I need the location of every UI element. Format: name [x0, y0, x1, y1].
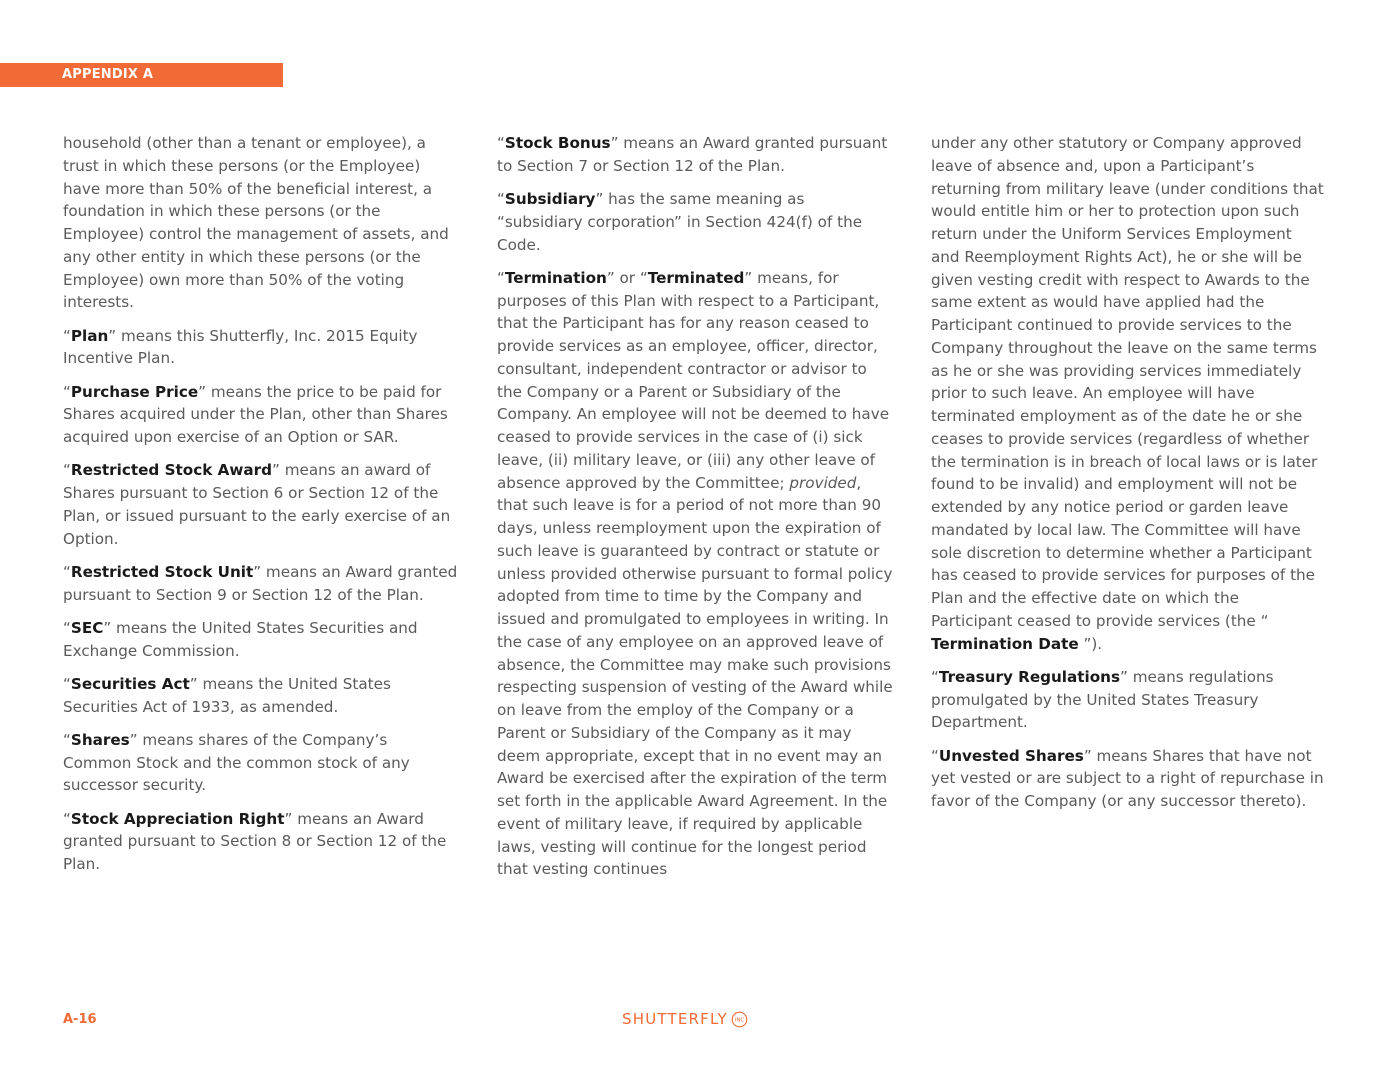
- paragraph-text: , that such leave is for a period of not more than 90 days, unless reemployment upon the expiration of such leave is guaranteed by contract or statute or unless provided otherwise pursuant to formal policy adopted from time to time by the Company and issued and promulgated to employees in writing. In the case of any employee on an approved leave of absence, the Committee may make such provisions respecting suspension of vesting of the Award while on leave from the employ of the Company or a Parent or Subsidiary of the Company as it may deem appropriate, except that in no event may an Award be exercised after the expiration of the term set forth in the applicable Award Agreement. In the event of military leave, if required by applicable laws, vesting will continue for the longest period that vesting continues: [497, 473, 893, 879]
- defined-term: Stock Appreciation Right: [70, 809, 285, 828]
- defined-term: Termination: [504, 268, 607, 287]
- paragraph-text: “: [497, 268, 505, 287]
- defined-term: Termination Date: [931, 634, 1079, 653]
- definition-paragraph: [497, 267, 893, 881]
- paragraph-text: “: [63, 809, 71, 828]
- defined-term: Terminated: [647, 268, 745, 287]
- paragraph-text: ” means an award of Shares pursuant to Section 6 or Section 12 of the Plan, or issued pursuant to the early exercise of an Option.: [63, 461, 451, 548]
- appendix-header-bar: [0, 63, 283, 87]
- defined-term: Stock Bonus: [504, 134, 611, 152]
- defined-term: Purchase Price: [70, 382, 199, 401]
- paragraph-text: ”).: [1078, 634, 1103, 653]
- definition-paragraph: [497, 188, 893, 256]
- paragraph-text: ” means this Shutterfly, Inc. 2015 Equity Incentive Plan.: [63, 326, 418, 368]
- paragraph-text: household (other than a tenant or employee), a trust in which these persons (or the Employee) have more than 50% of the beneficial interest, a foundation in which these persons (or the Employee) control the management of assets, and any other entity in which these persons (or the Employee) own more than 50% of the voting interests.: [63, 134, 449, 312]
- paragraph-text: “: [63, 382, 71, 401]
- definition-paragraph: [63, 459, 458, 550]
- paragraph-text: ” means shares of the Company’s Common Stock and the common stock of any successor security.: [63, 730, 410, 795]
- definition-paragraph: [497, 132, 893, 178]
- paragraph-text: “: [63, 461, 71, 480]
- paragraph-text: “: [63, 618, 71, 637]
- paragraph-text: “: [63, 674, 71, 693]
- definition-paragraph: [63, 561, 458, 607]
- defined-term: Plan: [70, 326, 109, 345]
- defined-term: Securities Act: [70, 674, 190, 693]
- definition-paragraph: [63, 673, 458, 719]
- defined-term: Restricted Stock Unit: [70, 562, 254, 581]
- text-column-3: [931, 132, 1324, 823]
- paragraph-text: “: [63, 730, 71, 749]
- paragraph-text: ” means regulations promulgated by the United States Treasury Department.: [931, 667, 1274, 732]
- paragraph-text: “: [63, 326, 71, 345]
- paragraph-text: ” or “: [606, 268, 648, 287]
- paragraph-text: ” means, for purposes of this Plan with respect to a Participant, that the Participant has for any reason ceased to provide services as an employee, officer, director, consultant, independent contractor or advisor to the Company or a Parent or Subsidiary of the Company. An employee will not be deemed to have ceased to provide services in the case of (i) sick leave, (ii) military leave, or (iii) any other leave of absence approved by the Committee;: [497, 268, 890, 492]
- paragraph-text: “: [931, 746, 939, 765]
- definition-paragraph: [931, 745, 1324, 813]
- paragraph-text: ” means an Award granted pursuant to Section 7 or Section 12 of the Plan.: [497, 134, 888, 175]
- text-column-2: [497, 132, 893, 892]
- paragraph-text: under any other statutory or Company approved leave of absence and, upon a Participant’s returning from military leave (under conditions that would entitle him or her to protection upon such return under the Uniform Services Employment and Reemployment Rights Act), he or she will be given vesting credit with respect to Awards to the same extent as would have applied had the Participant continued to provide services to the Company throughout the leave on the same terms as he or she was providing services immediately prior to such leave. An employee will have terminated employment as of the date he or she ceases to provide services (regardless of whether the termination is in breach of local laws or is later found to be invalid) and employment will not be extended by any notice period or garden leave mandated by local law. The Committee will have sole discretion to determine whether a Participant has ceased to provide services for purposes of the Plan and the effective date on which the Participant ceased to provide services (the “: [931, 134, 1324, 630]
- logo-wordmark: SHUTTERFLY: [622, 1010, 728, 1028]
- defined-term: Unvested Shares: [938, 746, 1084, 765]
- paragraph-text: ” means the United States Securities Act of 1933, as amended.: [63, 674, 391, 716]
- paragraph-text: “: [497, 190, 505, 208]
- defined-term: Subsidiary: [504, 190, 596, 208]
- shutterfly-logo: [622, 1008, 748, 1030]
- paragraph-text: ” means an Award granted pursuant to Section 9 or Section 12 of the Plan.: [63, 562, 458, 604]
- paragraph-text: ” has the same meaning as “subsidiary corporation” in Section 424(f) of the Code.: [497, 190, 863, 254]
- defined-term: Restricted Stock Award: [70, 461, 273, 480]
- defined-term: Treasury Regulations: [938, 667, 1121, 686]
- paragraph-text: “: [497, 134, 505, 152]
- defined-term: Shares: [70, 730, 130, 749]
- paragraph-text: “: [63, 562, 71, 581]
- text-column-1: [63, 132, 458, 886]
- definition-paragraph: [63, 729, 458, 797]
- appendix-label: APPENDIX A: [62, 67, 154, 82]
- definition-paragraph: [63, 132, 458, 314]
- inc-seal-icon: [731, 1011, 748, 1028]
- paragraph-text: ” means the United States Securities and Exchange Commission.: [63, 618, 418, 660]
- defined-term: SEC: [70, 618, 104, 637]
- emphasis-text: provided: [789, 473, 857, 492]
- definition-paragraph: [931, 666, 1324, 734]
- paragraph-text: ” means Shares that have not yet vested or are subject to a right of repurchase in favor of the Company (or any successor thereto).: [931, 746, 1324, 810]
- svg-text:INC: INC: [734, 1017, 745, 1024]
- definition-paragraph: [63, 325, 458, 371]
- paragraph-text: ” means an Award granted pursuant to Section 8 or Section 12 of the Plan.: [63, 809, 447, 873]
- paragraph-text: ” means the price to be paid for Shares acquired under the Plan, other than Shares acquired upon exercise of an Option or SAR.: [63, 382, 448, 446]
- definition-paragraph: [63, 381, 458, 449]
- page-number: A-16: [63, 1012, 97, 1027]
- definition-paragraph: [63, 617, 458, 663]
- paragraph-text: “: [931, 667, 939, 686]
- definition-paragraph: [931, 132, 1324, 655]
- definition-paragraph: [63, 808, 458, 876]
